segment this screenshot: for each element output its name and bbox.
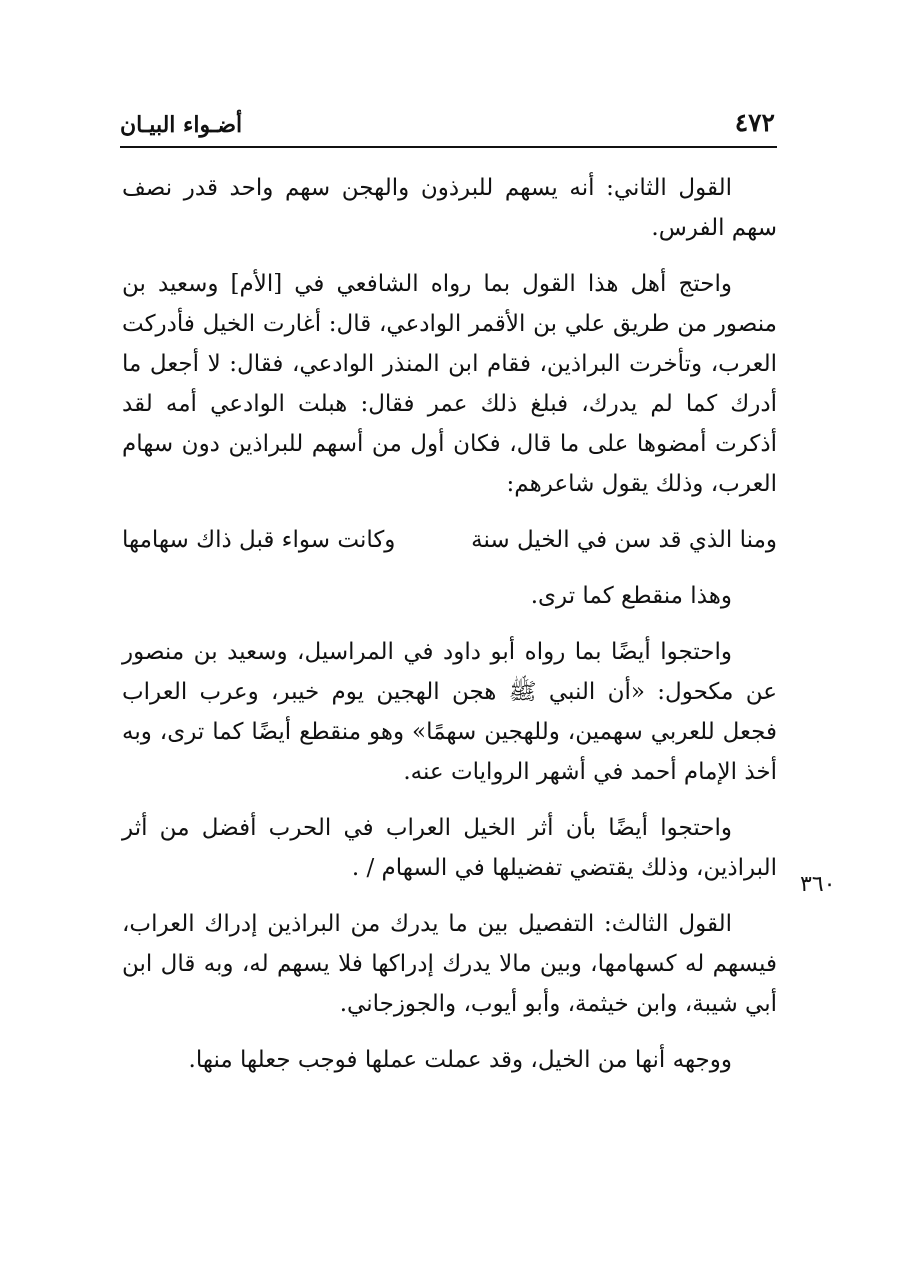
running-title: أضـواء البيـان	[120, 112, 243, 138]
paragraph-shafii-argument: واحتج أهل هذا القول بما رواه الشافعي في [الأم] وسعيد بن منصور من طريق علي بن الأقمر الوادعي، قال: أغارت الخيل فأدركت العرب، وتأخرت البراذين، فقام ابن المنذر الوادعي، فقال: لا أجعل ما أدرك كما لم يدرك، فبلغ ذلك عمر فقال: هبلت الوادعي أمه لقد أذكرت أمضوها على ما قال، فكان أول من أسهم للبراذين دون سهام العرب، وذلك يقول شاعرهم:	[122, 271, 777, 497]
paragraph-third-opinion: القول الثالث: التفصيل بين ما يدرك من البراذين إدراك العراب، فيسهم له كسهامها، وبين مالا يدرك إدراكها فلا يسهم له، وبه قال ابن أبي شيبة، وابن خيثمة، وأبو أيوب، والجوزجاني.	[122, 911, 777, 1017]
verse-first-hemistich: ومنا الذي قد سن في الخيل سنة	[471, 527, 777, 553]
paragraph-reasoning: ووجهه أنها من الخيل، وقد عملت عملها فوجب جعلها منها.	[188, 1047, 732, 1073]
header-rule	[120, 146, 777, 148]
paragraph-second-opinion: القول الثاني: أنه يسهم للبرذون والهجن سهم واحد قدر نصف سهم الفرس.	[122, 175, 777, 241]
poetry-verse	[122, 520, 777, 560]
paragraph-war-impact-argument: واحتجوا أيضًا بأن أثر الخيل العراب في الحرب أفضل من أثر البراذين، وذلك يقتضي تفضيلها في السهام / .	[122, 815, 777, 881]
paragraph-abu-dawud-argument: واحتجوا أيضًا بما رواه أبو داود في المراسيل، وسعيد بن منصور عن مكحول: «أن النبي ﷺ هجن الهجين يوم خيبر، وعرب العراب فجعل للعربي سهمين، وللهجين سهمًا» وهو منقطع أيضًا كما ترى، وبه أخذ الإمام أحمد في أشهر الروايات عنه.	[122, 639, 777, 785]
page-header	[120, 108, 775, 146]
verse-second-hemistich: وكانت سواء قبل ذاك سهامها	[122, 527, 396, 553]
page-number: ٤٧٢	[734, 108, 775, 137]
paragraph-broken-chain-note: وهذا منقطع كما ترى.	[530, 583, 732, 609]
body-text	[122, 168, 777, 1096]
margin-page-reference: ٣٦٠	[800, 872, 836, 897]
